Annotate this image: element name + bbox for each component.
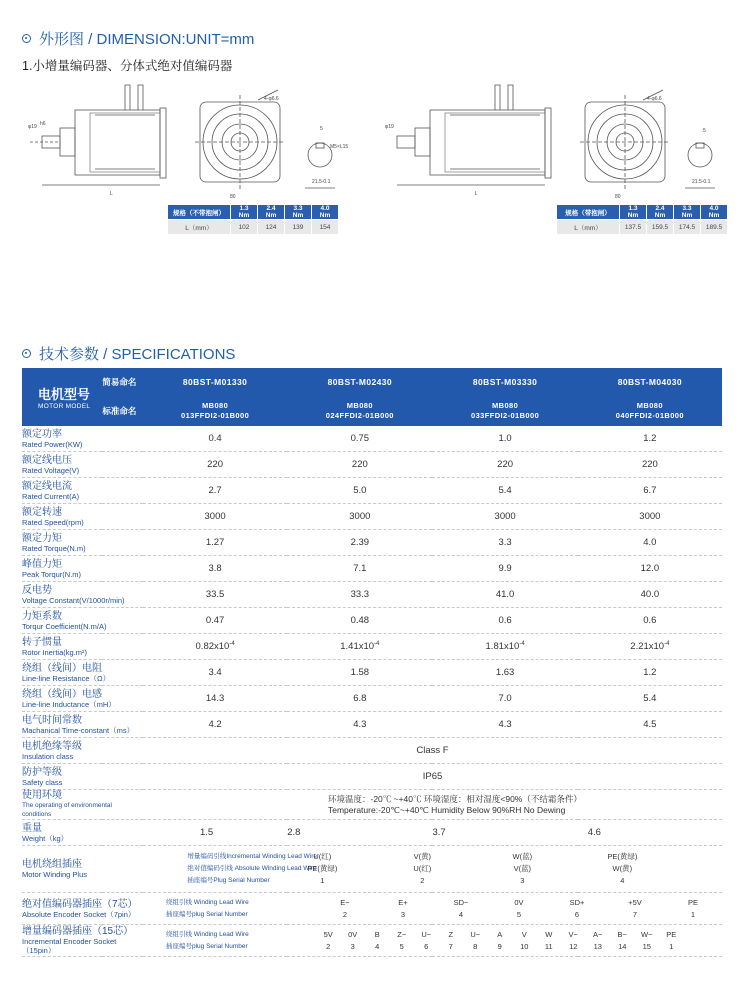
- param-value: 4.0: [578, 530, 722, 556]
- winding-inc-row: U(红) V(黄) W(蓝) PE(黄绿): [313, 852, 638, 861]
- spec-row-inc-socket: [22, 925, 722, 957]
- param-name: 防护等级 Safety class: [22, 764, 143, 790]
- socket-cell: E−: [340, 897, 350, 907]
- svg-text:4-φ6.6: 4-φ6.6: [264, 96, 279, 102]
- dim-value-cell: 174.5: [674, 220, 701, 235]
- param-name: 峰值力矩 Peak Torqur(N.m): [22, 556, 143, 582]
- param-value: 3000: [578, 504, 722, 530]
- dim-header-cell: 4.0 Nm: [701, 205, 728, 220]
- dim-value-cell: 159.5: [647, 220, 674, 235]
- abs-wire-row: [316, 897, 722, 909]
- spec-header-row-short: [22, 368, 722, 396]
- spec-row: [22, 634, 722, 660]
- socket-cell: 9: [497, 941, 502, 951]
- param-value: 220: [287, 452, 432, 478]
- param-value: $0.82x10^{-4}$: [143, 634, 287, 660]
- model-name-cell: 80BST-M02430: [287, 368, 432, 396]
- param-name: 绕组（线间）电感 Line-line Inductance（mH）: [22, 686, 143, 712]
- socket-cell: B: [374, 929, 380, 939]
- param-value: 12.0: [578, 556, 722, 582]
- param-name: 额定力矩 Rated Torque(N.m): [22, 530, 143, 556]
- param-value: 41.0: [432, 582, 577, 608]
- spec-row-protection: [22, 764, 722, 790]
- param-name: 电气时间常数 Machanical Time-constant（ms）: [22, 712, 143, 738]
- specifications-table: [22, 368, 722, 957]
- spec-row-weight: [22, 820, 722, 846]
- param-value: 0.6: [578, 608, 722, 634]
- param-value: 40.0: [578, 582, 722, 608]
- param-value: $1.81x10^{-4}$: [432, 634, 577, 660]
- socket-cell: 0V: [514, 897, 524, 907]
- svg-text:φ19: φ19: [28, 124, 37, 130]
- spec-row: [22, 660, 722, 686]
- socket-cell: W−: [641, 929, 653, 939]
- param-value: 2.39: [287, 530, 432, 556]
- param-value: 4.6: [578, 820, 722, 846]
- socket-cell: W: [545, 929, 553, 939]
- param-name: 反电势 Voltage Constant(V/1000r/min): [22, 582, 143, 608]
- param-value: 33.5: [143, 582, 287, 608]
- param-value: 0.75: [287, 426, 432, 452]
- param-value: 5.4: [578, 686, 722, 712]
- spec-rows: [22, 426, 722, 738]
- param-value: 220: [143, 452, 287, 478]
- dim-value-cell: 124: [258, 220, 285, 235]
- socket-cell: A: [497, 929, 503, 939]
- param-name: 额定功率 Rated Power(KW): [22, 426, 143, 452]
- param-name: 力矩系数 Torqur Coefficient(N.m/A): [22, 608, 143, 634]
- socket-cell: PE: [666, 929, 677, 939]
- socket-cell: 15: [642, 941, 651, 951]
- param-value: IP65: [143, 764, 722, 790]
- param-value: 3.8: [143, 556, 287, 582]
- inc-num-row: [316, 941, 684, 953]
- winding-abs-row: PE(黄绿) U(红) V(蓝) W(黄): [307, 864, 633, 873]
- socket-cell: 1: [669, 941, 674, 951]
- spec-row: [22, 712, 722, 738]
- socket-cell: 6: [574, 909, 580, 919]
- param-value: 6.8: [287, 686, 432, 712]
- socket-cell: 2: [342, 909, 348, 919]
- circle-bullet-icon: [22, 349, 31, 358]
- socket-cell: PE: [687, 897, 698, 907]
- abs-num-row: [316, 909, 722, 921]
- param-value: $2.21x10^{-4}$: [578, 634, 722, 660]
- param-value: 33.3: [287, 582, 432, 608]
- svg-text:M5×L15: M5×L15: [330, 144, 349, 150]
- dim-value-cell: L（mm）: [557, 220, 620, 235]
- param-name: 使用环境 The operating of environmental conditions: [22, 790, 143, 820]
- short-name-label: 简易命名: [102, 368, 143, 396]
- dim-header-cell: 规格（不带抱闸）: [168, 205, 231, 220]
- param-name: 绝对值编码器插座（7芯） Absolute Encoder Socket（7pin）: [22, 893, 143, 925]
- param-value: 3.4: [143, 660, 287, 686]
- socket-cell: V−: [568, 929, 578, 939]
- param-value: 3000: [432, 504, 577, 530]
- dim-value-cell: 189.5: [701, 220, 728, 235]
- param-value: 1.58: [287, 660, 432, 686]
- param-value: 2.8: [287, 820, 432, 846]
- section-title-dimension: 外形图 / DIMENSION:UNIT=mm: [22, 28, 254, 49]
- dim-header-cell: 1.3 Nm: [620, 205, 647, 220]
- param-value: 1.5: [143, 820, 287, 846]
- dim-value-cell: 154: [312, 220, 339, 235]
- param-value: 5.4: [432, 478, 577, 504]
- param-value: 4.5: [578, 712, 722, 738]
- param-value: 3.3: [432, 530, 577, 556]
- dim-header-cell: 3.3 Nm: [285, 205, 312, 220]
- socket-cell: +5V: [628, 897, 642, 907]
- socket-cell: 11: [544, 941, 553, 951]
- socket-cell: SD−: [453, 897, 469, 907]
- inc-socket-detail: 绕组引线 Winding Lead Wire 插座编号plug Serial Number 5V 0V B Z− U− Z U− A V W V− A− B− W− PE 2 3 4 5 6 7 8 9 10 11 12 13 14 15 1: [143, 925, 722, 957]
- svg-text:φ19: φ19: [385, 124, 394, 130]
- param-name: 额定线电压 Rated Voltage(V): [22, 452, 143, 478]
- svg-text:L: L: [475, 191, 478, 197]
- spec-row-environment: [22, 790, 722, 820]
- param-value: 0.4: [143, 426, 287, 452]
- std-model-cell: MB080 040FFDI2-01B000: [578, 396, 722, 426]
- socket-cell: V: [521, 929, 527, 939]
- subtitle-encoder-type: 1.小增量编码器、分体式绝对值编码器: [22, 59, 233, 73]
- dim-value-cell: 137.5: [620, 220, 647, 235]
- spec-row-abs-socket: [22, 893, 722, 925]
- model-name-cell: 80BST-M01330: [143, 368, 287, 396]
- inc-wire-row: [316, 929, 684, 941]
- circle-bullet-icon: [22, 34, 31, 43]
- dim-value-cell: 139: [285, 220, 312, 235]
- socket-cell: 7: [632, 909, 638, 919]
- param-name: 电机绝缘等级 Insulation class: [22, 738, 143, 764]
- socket-cell: 1: [690, 909, 696, 919]
- dim-value-cell: 102: [231, 220, 258, 235]
- socket-cell: B−: [617, 929, 627, 939]
- socket-cell: 12: [569, 941, 578, 951]
- socket-cell: 8: [473, 941, 478, 951]
- dim-header-cell: 2.4 Nm: [647, 205, 674, 220]
- param-value: 2.7: [143, 478, 287, 504]
- socket-cell: U−: [470, 929, 481, 939]
- param-name: 重量 Weight（kg）: [22, 820, 143, 846]
- dimension-drawing-right: [385, 80, 725, 205]
- socket-cell: 5V: [323, 929, 333, 939]
- dim-header-cell: 4.0 Nm: [312, 205, 339, 220]
- param-value: 6.7: [578, 478, 722, 504]
- param-value: 7.0: [432, 686, 577, 712]
- param-value: Class F: [143, 738, 722, 764]
- svg-text:4-φ6.6: 4-φ6.6: [647, 96, 662, 102]
- winding-plug-detail: 增量编码引线Incremental Winding Lead Wire 绝对值编码引线 Absolute Winding Lead Wire 插座编号Plug Serial Number U(红) V(黄) W(蓝) PE(黄绿) PE(黄绿) U(红) V(蓝) W(黄) 1 2 3 4: [102, 846, 722, 893]
- param-value: 9.9: [432, 556, 577, 582]
- motor-model-label: 电机型号 MOTOR MODEL: [22, 368, 102, 426]
- param-value: 4.3: [432, 712, 577, 738]
- param-value: 1.63: [432, 660, 577, 686]
- std-name-label: 标准命名: [102, 396, 143, 426]
- socket-cell: SD+: [569, 897, 585, 907]
- socket-cell: 3: [400, 909, 406, 919]
- socket-cell: 5: [399, 941, 404, 951]
- std-model-cell: MB080 024FFDI2-01B000: [287, 396, 432, 426]
- param-name: 转子惯量 Rotor Inertia(kg.m²): [22, 634, 143, 660]
- socket-cell: 2: [326, 941, 331, 951]
- param-value: $1.41x10^{-4}$: [287, 634, 432, 660]
- dimension-drawing-left: [20, 80, 350, 205]
- svg-text:h6: h6: [40, 121, 46, 127]
- param-value: 0.47: [143, 608, 287, 634]
- dim-header-cell: 1.3 Nm: [231, 205, 258, 220]
- param-value: 3000: [143, 504, 287, 530]
- param-name: 额定线电流 Rated Current(A): [22, 478, 143, 504]
- std-model-cell: MB080 013FFDI2-01B000: [143, 396, 287, 426]
- spec-row: [22, 504, 722, 530]
- spec-header-row-std: [22, 396, 722, 426]
- winding-num-row: 1 2 3 4: [320, 876, 625, 885]
- section-title-specifications: 技术参数 / SPECIFICATIONS: [22, 343, 235, 364]
- spec-row: [22, 556, 722, 582]
- param-value: 3000: [287, 504, 432, 530]
- svg-text:5: 5: [320, 126, 323, 132]
- socket-cell: Z: [448, 929, 454, 939]
- svg-text:L: L: [110, 191, 113, 197]
- param-value: 4.2: [143, 712, 287, 738]
- param-value: 14.3: [143, 686, 287, 712]
- param-value: 4.3: [287, 712, 432, 738]
- abs-socket-detail: 绕组引线 Winding Lead Wire 插座编号plug Serial Number E− E+ SD− 0V SD+ +5V PE 2 3 4 5 6 7 1: [143, 893, 722, 925]
- svg-text:80: 80: [230, 194, 236, 200]
- spec-row-winding-plug: [22, 846, 722, 893]
- svg-text:21.5-0.1: 21.5-0.1: [312, 179, 331, 185]
- param-name: 增量编码器插座（15芯） Incremental Encoder Socket（15pin）: [22, 925, 143, 957]
- param-value: 0.6: [432, 608, 577, 634]
- socket-cell: 13: [593, 941, 602, 951]
- spec-row: [22, 426, 722, 452]
- param-value: 3.7: [432, 820, 577, 846]
- spec-row: [22, 608, 722, 634]
- socket-cell: 5: [516, 909, 522, 919]
- socket-cell: 3: [350, 941, 355, 951]
- dimension-table-with-brake: [556, 204, 728, 235]
- spec-row-insulation: [22, 738, 722, 764]
- socket-cell: U−: [421, 929, 432, 939]
- socket-cell: 4: [375, 941, 380, 951]
- param-name: 额定转速 Rated Speed(rpm): [22, 504, 143, 530]
- spec-row: [22, 478, 722, 504]
- spec-row: [22, 530, 722, 556]
- socket-cell: 10: [520, 941, 529, 951]
- param-value: 1.2: [578, 660, 722, 686]
- param-value: 1.2: [578, 426, 722, 452]
- param-name: 绕组（线间）电阻 Line-line Resistance（Ω）: [22, 660, 143, 686]
- param-value: 环境温度：-20℃ ~+40℃ 环境湿度：相对湿度<90%（不结霜条件） Temperature:-20℃~+40℃ Humidity Below 90%RH No Dewing: [143, 790, 722, 820]
- param-name: 电机绕组插座 Motor Winding Plus: [22, 846, 102, 893]
- svg-text:5: 5: [703, 128, 706, 134]
- dim-header-cell: 规格（带抱闸）: [557, 205, 620, 220]
- socket-cell: 6: [424, 941, 429, 951]
- dim-value-cell: L（mm）: [168, 220, 231, 235]
- model-name-cell: 80BST-M03330: [432, 368, 577, 396]
- socket-cell: Z−: [397, 929, 407, 939]
- socket-cell: E+: [398, 897, 408, 907]
- dimension-table-no-brake: [167, 204, 339, 235]
- dim-header-cell: 3.3 Nm: [674, 205, 701, 220]
- socket-cell: 14: [618, 941, 627, 951]
- param-value: 220: [578, 452, 722, 478]
- svg-text:21.5-0.1: 21.5-0.1: [692, 179, 711, 185]
- param-value: 220: [432, 452, 577, 478]
- spec-row: [22, 686, 722, 712]
- param-value: 1.27: [143, 530, 287, 556]
- socket-cell: 4: [458, 909, 464, 919]
- spec-row: [22, 582, 722, 608]
- param-value: 7.1: [287, 556, 432, 582]
- socket-cell: 0V: [348, 929, 358, 939]
- socket-cell: A−: [593, 929, 603, 939]
- spec-row: [22, 452, 722, 478]
- param-value: 5.0: [287, 478, 432, 504]
- param-value: 0.48: [287, 608, 432, 634]
- dim-header-cell: 2.4 Nm: [258, 205, 285, 220]
- param-value: 1.0: [432, 426, 577, 452]
- model-name-cell: 80BST-M04030: [578, 368, 722, 396]
- socket-cell: 7: [448, 941, 453, 951]
- svg-text:80: 80: [615, 194, 621, 200]
- std-model-cell: MB080 033FFDI2-01B000: [432, 396, 577, 426]
